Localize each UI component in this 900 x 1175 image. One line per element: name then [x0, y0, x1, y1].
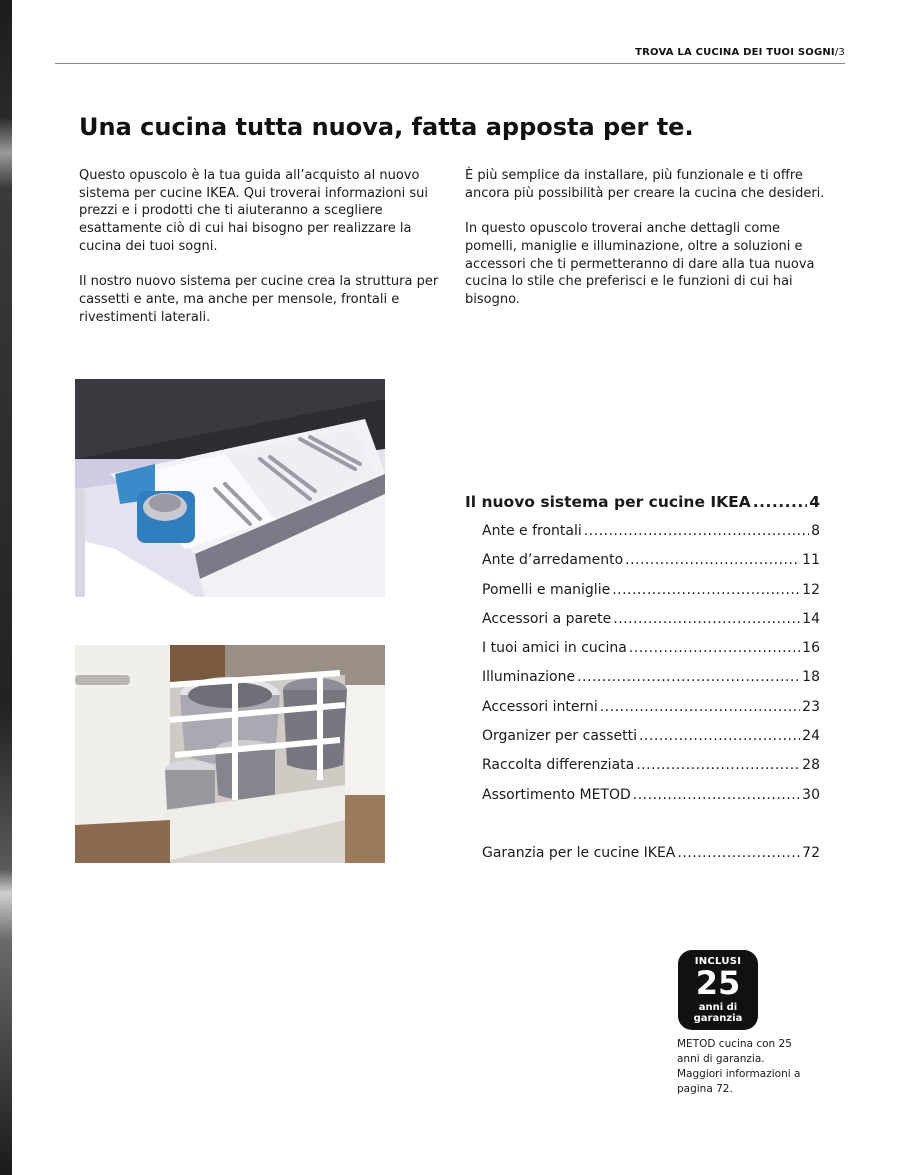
toc-label: Accessori interni [482, 698, 598, 715]
toc-page: 72 [802, 844, 820, 861]
badge-bottom-line: anni di [698, 1002, 738, 1013]
toc-page: 8 [811, 523, 820, 539]
page-number: /3 [834, 47, 845, 58]
header-rule [55, 63, 845, 64]
toc-leader-dots [753, 493, 807, 511]
toc-page: 18 [802, 669, 820, 686]
toc-label: Assortimento METOD [482, 786, 631, 803]
warranty-note: METOD cucina con 25 anni di garanzia. Maggiori informazioni a pagina 72. [677, 1038, 801, 1095]
toc-page: 11 [802, 552, 820, 569]
toc-item[interactable] [465, 582, 820, 611]
toc-page: 28 [802, 757, 820, 774]
table-of-contents [465, 493, 820, 874]
toc-leader-dots [625, 552, 800, 568]
intro-column-right [465, 167, 825, 326]
toc-page: 23 [802, 698, 820, 715]
toc-item[interactable] [465, 552, 820, 581]
toc-item[interactable] [465, 669, 820, 698]
running-title: TROVA LA CUCINA DEI TUOI SOGNI [635, 47, 835, 58]
toc-leader-dots [639, 728, 800, 744]
toc-leader-dots [677, 845, 800, 861]
drawer-cutlery-photo [75, 379, 385, 597]
toc-leader-dots [629, 640, 800, 656]
toc-label: Ante d’arredamento [482, 552, 624, 569]
toc-page: 4 [809, 493, 820, 511]
badge-bottom-text [678, 1002, 758, 1024]
intro-paragraph: Il nostro nuovo sistema per cucine crea la struttura per cassetti e ante, ma anche per mensole, frontali e rivestimenti laterali. [79, 274, 439, 325]
toc-leader-dots [600, 699, 800, 715]
badge-bottom-line: garanzia [693, 1013, 743, 1024]
running-header [635, 47, 845, 58]
toc-label: Pomelli e maniglie [482, 581, 611, 598]
intro-paragraph: Questo opuscolo è la tua guida all’acquisto al nuovo sistema per cucine IKEA. Qui troverai informazioni sui prezzi e i prodotti che ti aiuteranno a scegliere esattamente ciò di cui hai bisogno per realizzare la cucina dei tuoi sogni. [79, 168, 428, 254]
toc-leader-dots [636, 757, 800, 773]
toc-item[interactable] [465, 523, 820, 552]
toc-label: Ante e frontali [482, 523, 582, 539]
toc-item[interactable] [465, 728, 820, 757]
toc-page: 12 [802, 581, 820, 598]
badge-top-text: INCLUSI [694, 956, 742, 967]
toc-label: I tuoi amici in cucina [482, 640, 627, 657]
toc-item[interactable] [465, 699, 820, 728]
toc-item[interactable] [465, 640, 820, 669]
toc-page: 16 [802, 640, 820, 657]
toc-leader-dots [633, 787, 800, 803]
toc-label: Raccolta differenziata [482, 757, 635, 774]
toc-label: Accessori a parete [482, 610, 612, 627]
page-heading: Una cucina tutta nuova, fatta apposta per te. [79, 113, 694, 141]
toc-leader-dots [577, 669, 800, 685]
toc-label: Illuminazione [482, 669, 576, 686]
intro-paragraph: In questo opuscolo troverai anche dettagli come pomelli, maniglie e illuminazione, oltre a soluzioni e accessori che ti permetteranno di dare alla tua nuova cucina lo stile che preferisci e le funzioni di cui hai bisogno. [465, 221, 815, 307]
toc-item[interactable] [465, 845, 820, 874]
toc-page: 14 [802, 610, 820, 627]
toc-page: 24 [802, 728, 820, 745]
toc-label: Organizer per cassetti [482, 728, 637, 745]
toc-item[interactable] [465, 757, 820, 786]
toc-label: Il nuovo sistema per cucine IKEA [465, 493, 751, 511]
intro-paragraph: È più semplice da installare, più funzionale e ti offre ancora più possibilità per creare la cucina che desideri. [465, 168, 825, 201]
toc-leader-dots [613, 611, 800, 627]
badge-number: 25 [695, 964, 741, 1002]
toc-label: Garanzia per le cucine IKEA [482, 844, 676, 861]
toc-page: 30 [802, 786, 820, 803]
warranty-badge [678, 950, 758, 1030]
toc-leader-dots [584, 523, 809, 539]
page-edge-photo-strip [0, 0, 12, 1175]
pan-drawer-photo [75, 645, 385, 863]
toc-leader-dots [612, 582, 800, 598]
toc-item[interactable] [465, 787, 820, 816]
toc-title[interactable] [465, 493, 820, 523]
toc-item[interactable] [465, 611, 820, 640]
intro-column-left [79, 167, 439, 344]
